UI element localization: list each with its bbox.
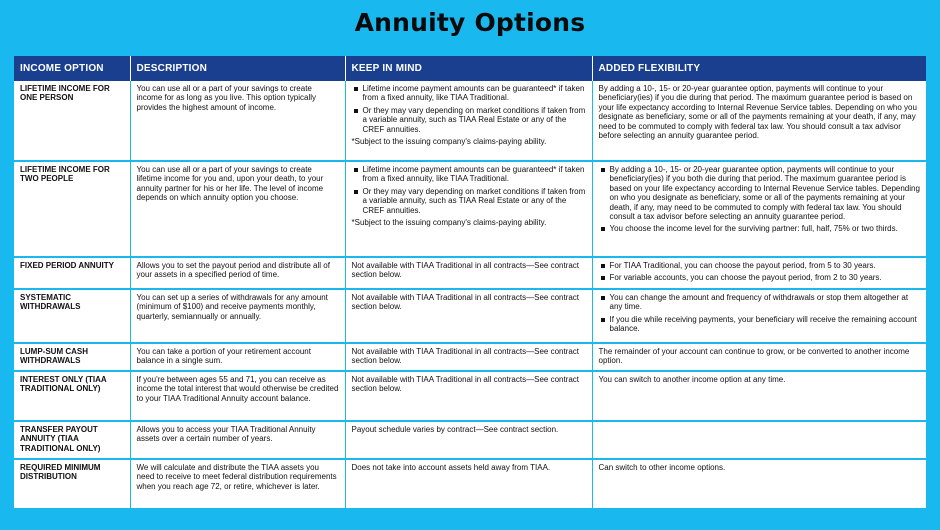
table-row bbox=[14, 421, 926, 459]
table-row bbox=[14, 343, 926, 371]
added-flexibility-cell: Can switch to other income options. bbox=[592, 459, 926, 509]
header-keep-in-mind: KEEP IN MIND bbox=[345, 56, 592, 81]
keep-in-mind-cell: Payout schedule varies by contract—See contract section. bbox=[345, 421, 592, 459]
keep-in-mind-list bbox=[352, 165, 586, 215]
header-income-option: INCOME OPTION bbox=[14, 56, 130, 81]
keep-in-mind-cell bbox=[345, 161, 592, 257]
keep-in-mind-list bbox=[352, 84, 586, 134]
keep-in-mind-cell: Not available with TIAA Traditional in all contracts—See contract section below. bbox=[345, 371, 592, 421]
added-flexibility-cell bbox=[592, 421, 926, 459]
income-option-cell: LIFETIME INCOME FOR TWO PEOPLE bbox=[14, 161, 130, 257]
added-flexibility-cell: The remainder of your account can continue to grow, or be converted to another income option. bbox=[592, 343, 926, 371]
added-flexibility-list bbox=[599, 165, 921, 234]
keep-in-mind-cell: Not available with TIAA Traditional in all contracts—See contract section below. bbox=[345, 343, 592, 371]
added-flexibility-cell bbox=[592, 161, 926, 257]
table-row bbox=[14, 459, 926, 509]
description-cell: You can take a portion of your retirement account balance in a single sum. bbox=[130, 343, 345, 371]
list-item: By adding a 10-, 15- or 20-year guarantee option, payments will continue to your beneficiary(ies) if you both die during that period. The maximum guarantee period is based on your life expectancy according to Internal Revenue Service tables. Depending on who you designate as beneficiary, some or all of the payments remaining at your death, if any, may need to be commuted to comply with federal tax law. You should consult a tax advisor before selecting an annuity guarantee period. bbox=[599, 165, 921, 221]
page-title: Annuity Options bbox=[354, 8, 586, 37]
table-row bbox=[14, 289, 926, 343]
list-item: Lifetime income payment amounts can be guaranteed* if taken from a fixed annuity, like TIAA Traditional. bbox=[352, 165, 586, 184]
added-flexibility-list bbox=[599, 261, 921, 283]
list-item: For variable accounts, you can choose the payout period, from 2 to 30 years. bbox=[599, 273, 921, 282]
footnote: *Subject to the issuing company's claims-paying ability. bbox=[351, 137, 547, 147]
income-option-cell: SYSTEMATIC WITHDRAWALS bbox=[14, 289, 130, 343]
income-option-cell: REQUIRED MINIMUM DISTRIBUTION bbox=[14, 459, 130, 509]
keep-in-mind-cell: Not available with TIAA Traditional in all contracts—See contract section below. bbox=[345, 289, 592, 343]
table-row bbox=[14, 81, 926, 161]
list-item: Or they may vary depending on market conditions if taken from a variable annuity, such as TIAA Real Estate or any of the CREF annuities. bbox=[352, 106, 586, 134]
income-option-cell: TRANSFER PAYOUT ANNUITY (TIAA TRADITIONAL ONLY) bbox=[14, 421, 130, 459]
list-item: You can change the amount and frequency of withdrawals or stop them altogether at any time. bbox=[599, 293, 921, 312]
list-item: For TIAA Traditional, you can choose the payout period, from 5 to 30 years. bbox=[599, 261, 921, 270]
list-item: Or they may vary depending on market conditions if taken from a variable annuity, such as TIAA Real Estate or any of the CREF annuities. bbox=[352, 187, 586, 215]
annuity-options-table bbox=[14, 56, 926, 510]
description-cell: You can use all or a part of your savings to create income for as long as you live. This option typically provides the highest amount of income. bbox=[130, 81, 345, 161]
keep-in-mind-cell: Not available with TIAA Traditional in all contracts—See contract section below. bbox=[345, 257, 592, 289]
description-cell: Allows you to access your TIAA Traditional Annuity assets over a certain number of years. bbox=[130, 421, 345, 459]
keep-in-mind-cell: Does not take into account assets held away from TIAA. bbox=[345, 459, 592, 509]
income-option-cell: LUMP-SUM CASH WITHDRAWALS bbox=[14, 343, 130, 371]
list-item: Lifetime income payment amounts can be guaranteed* if taken from a fixed annuity, like TIAA Traditional. bbox=[352, 84, 586, 103]
added-flexibility-list bbox=[599, 293, 921, 334]
keep-in-mind-cell bbox=[345, 81, 592, 161]
added-flexibility-cell bbox=[592, 257, 926, 289]
table-row bbox=[14, 257, 926, 289]
added-flexibility-cell: By adding a 10-, 15- or 20-year guarantee option, payments will continue to your beneficiary(ies) if you die during that period. The maximum guarantee period is based on your life expectancy according to Internal Revenue Service tables. Depending on who you designate as beneficiary, some or all of the payments remaining at your death, if any, may need to be commuted to comply with federal tax law. You should consult a tax advisor before selecting an annuity guarantee period. bbox=[592, 81, 926, 161]
list-item: If you die while receiving payments, your beneficiary will receive the remaining account balance. bbox=[599, 315, 921, 334]
description-cell: If you're between ages 55 and 71, you can receive as income the total interest that would otherwise be credited to your TIAA Traditional Annuity account balance. bbox=[130, 371, 345, 421]
footnote: *Subject to the issuing company's claims-paying ability. bbox=[351, 218, 547, 228]
income-option-cell: INTEREST ONLY (TIAA TRADITIONAL ONLY) bbox=[14, 371, 130, 421]
header-added-flexibility: ADDED FLEXIBILITY bbox=[592, 56, 926, 81]
list-item: You choose the income level for the surviving partner: full, half, 75% or two thirds. bbox=[599, 224, 921, 233]
income-option-cell: LIFETIME INCOME FOR ONE PERSON bbox=[14, 81, 130, 161]
table-row bbox=[14, 371, 926, 421]
header-description: DESCRIPTION bbox=[130, 56, 345, 81]
description-cell: Allows you to set the payout period and distribute all of your assets in a specified period of time. bbox=[130, 257, 345, 289]
table-row bbox=[14, 161, 926, 257]
income-option-cell: FIXED PERIOD ANNUITY bbox=[14, 257, 130, 289]
header-row bbox=[14, 56, 926, 81]
added-flexibility-cell bbox=[592, 289, 926, 343]
description-cell: You can use all or a part of your savings to create lifetime income for you and, upon your death, to your annuity partner for his or her life. The level of income depends on which annuity option you choose. bbox=[130, 161, 345, 257]
added-flexibility-cell: You can switch to another income option at any time. bbox=[592, 371, 926, 421]
description-cell: You can set up a series of withdrawals for any amount (minimum of $100) and receive payments monthly, quarterly, semiannually or annually. bbox=[130, 289, 345, 343]
description-cell: We will calculate and distribute the TIAA assets you need to receive to meet federal distribution requirements when you reach age 72, or retire, whichever is later. bbox=[130, 459, 345, 509]
